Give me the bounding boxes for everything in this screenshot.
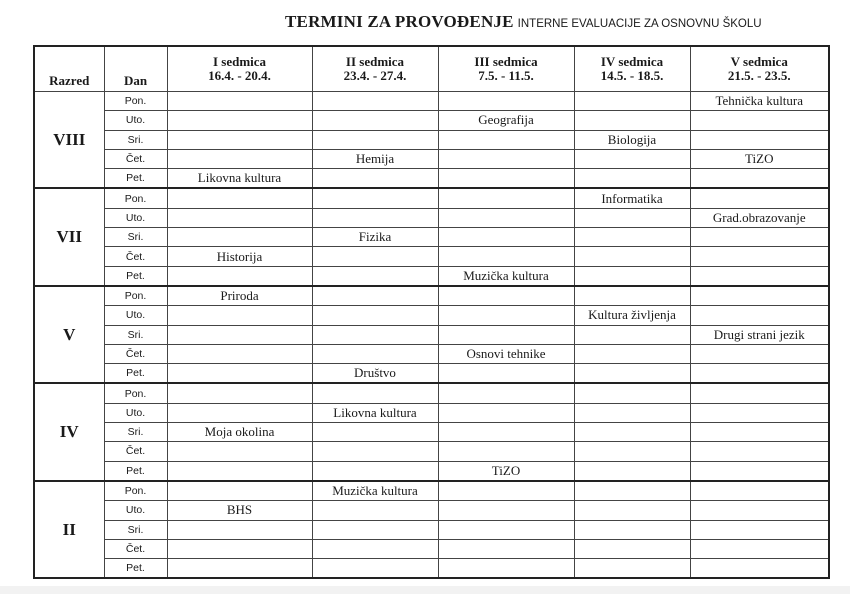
table-row [34, 364, 829, 384]
subject-cell [438, 169, 574, 189]
subject-cell [312, 286, 438, 306]
day-cell: Čet. [104, 539, 167, 558]
subject-cell [438, 228, 574, 247]
table-row [34, 481, 829, 501]
week-dates: 16.4. - 20.4. [208, 68, 271, 83]
table-row [34, 149, 829, 168]
subject-cell [438, 130, 574, 149]
subject-cell [167, 130, 312, 149]
day-cell: Uto. [104, 306, 167, 325]
day-cell: Uto. [104, 111, 167, 130]
subject-cell [312, 208, 438, 227]
subject-cell [574, 247, 690, 266]
week-name: IV sedmica [600, 54, 664, 69]
subject-cell [690, 344, 829, 363]
table-row [34, 266, 829, 286]
subject-cell [312, 266, 438, 286]
subject-cell [438, 539, 574, 558]
subject-cell [438, 149, 574, 168]
subject-cell [167, 539, 312, 558]
subject-cell [167, 92, 312, 111]
subject-cell [167, 325, 312, 344]
subject-cell [690, 266, 829, 286]
subject-cell [438, 481, 574, 501]
subject-cell [438, 403, 574, 422]
subject-cell [690, 111, 829, 130]
subject-cell: Biologija [574, 130, 690, 149]
subject-cell [690, 539, 829, 558]
subject-cell [690, 306, 829, 325]
subject-cell [312, 461, 438, 481]
subject-cell [167, 266, 312, 286]
subject-cell [690, 228, 829, 247]
subject-cell [167, 306, 312, 325]
subject-cell [574, 149, 690, 168]
schedule-table [33, 45, 830, 579]
week-dates: 7.5. - 11.5. [478, 68, 534, 83]
week-name: III sedmica [474, 54, 538, 69]
table-row [34, 247, 829, 266]
subject-cell [312, 130, 438, 149]
page-footer-strip [0, 586, 850, 594]
day-cell: Sri. [104, 228, 167, 247]
day-cell: Uto. [104, 501, 167, 520]
week-name: II sedmica [345, 54, 405, 69]
table-row [34, 208, 829, 227]
grade-cell: II [34, 481, 104, 578]
subject-cell [438, 188, 574, 208]
subject-cell [312, 539, 438, 558]
subject-cell: Fizika [312, 228, 438, 247]
subject-cell [167, 559, 312, 579]
subject-cell: Drugi strani jezik [690, 325, 829, 344]
day-cell: Pet. [104, 461, 167, 481]
subject-cell: Grad.obrazovanje [690, 208, 829, 227]
subject-cell: Muzička kultura [438, 266, 574, 286]
subject-cell [312, 306, 438, 325]
header-week-3 [438, 46, 574, 92]
table-row [34, 344, 829, 363]
subject-cell [167, 520, 312, 539]
table-row [34, 559, 829, 579]
subject-cell [574, 403, 690, 422]
week-name: I sedmica [212, 54, 267, 69]
subject-cell [312, 501, 438, 520]
subject-cell [690, 188, 829, 208]
subject-cell: Likovna kultura [312, 403, 438, 422]
title-main: TERMINI ZA PROVOĐENJE [285, 12, 514, 31]
day-cell: Čet. [104, 442, 167, 461]
day-cell: Uto. [104, 403, 167, 422]
subject-cell [574, 286, 690, 306]
subject-cell: Tehnička kultura [690, 92, 829, 111]
day-cell: Čet. [104, 149, 167, 168]
day-cell: Pet. [104, 169, 167, 189]
subject-cell [690, 461, 829, 481]
subject-cell: Kultura življenja [574, 306, 690, 325]
subject-cell [574, 169, 690, 189]
subject-cell: Osnovi tehnike [438, 344, 574, 363]
table-row [34, 111, 829, 130]
subject-cell: Moja okolina [167, 423, 312, 442]
table-row [34, 130, 829, 149]
subject-cell [690, 364, 829, 384]
table-row [34, 539, 829, 558]
subject-cell: TiZO [438, 461, 574, 481]
subject-cell [574, 208, 690, 227]
subject-cell [312, 442, 438, 461]
day-cell: Pet. [104, 364, 167, 384]
subject-cell [438, 325, 574, 344]
subject-cell [438, 383, 574, 403]
subject-cell [167, 481, 312, 501]
subject-cell [167, 364, 312, 384]
subject-cell: Hemija [312, 149, 438, 168]
header-week-1 [167, 46, 312, 92]
day-cell: Uto. [104, 208, 167, 227]
subject-cell [574, 481, 690, 501]
document-title [285, 12, 762, 32]
subject-cell [690, 442, 829, 461]
day-cell: Sri. [104, 520, 167, 539]
subject-cell [312, 169, 438, 189]
week-dates: 23.4. - 27.4. [343, 68, 407, 83]
header-row [34, 46, 829, 92]
header-razred: Razred [34, 46, 104, 92]
subject-cell: BHS [167, 501, 312, 520]
subject-cell [167, 442, 312, 461]
subject-cell [690, 130, 829, 149]
subject-cell [690, 520, 829, 539]
table-row [34, 442, 829, 461]
subject-cell [167, 344, 312, 363]
table-row [34, 169, 829, 189]
subject-cell [438, 442, 574, 461]
subject-cell [574, 364, 690, 384]
table-row [34, 461, 829, 481]
week-name: V sedmica [730, 54, 788, 69]
subject-cell [312, 325, 438, 344]
subject-cell [690, 559, 829, 579]
day-cell: Pon. [104, 286, 167, 306]
subject-cell [167, 403, 312, 422]
subject-cell [574, 383, 690, 403]
table-row [34, 403, 829, 422]
subject-cell [574, 501, 690, 520]
grade-cell: VIII [34, 92, 104, 189]
subject-cell [690, 481, 829, 501]
subject-cell [312, 92, 438, 111]
header-week-4 [574, 46, 690, 92]
subject-cell [574, 559, 690, 579]
table-row [34, 188, 829, 208]
table-row [34, 325, 829, 344]
subject-cell [312, 520, 438, 539]
header-week-2 [312, 46, 438, 92]
subject-cell: Geografija [438, 111, 574, 130]
subject-cell [438, 247, 574, 266]
subject-cell [690, 501, 829, 520]
subject-cell [438, 208, 574, 227]
day-cell: Pet. [104, 266, 167, 286]
subject-cell [438, 423, 574, 442]
subject-cell [574, 344, 690, 363]
grade-cell: V [34, 286, 104, 383]
subject-cell [574, 228, 690, 247]
table-row [34, 520, 829, 539]
subject-cell [438, 364, 574, 384]
day-cell: Pon. [104, 383, 167, 403]
subject-cell: Priroda [167, 286, 312, 306]
subject-cell: Likovna kultura [167, 169, 312, 189]
subject-cell [167, 188, 312, 208]
header-dan: Dan [104, 46, 167, 92]
subject-cell [690, 383, 829, 403]
subject-cell: TiZO [690, 149, 829, 168]
subject-cell [167, 149, 312, 168]
table-row [34, 306, 829, 325]
subject-cell [574, 266, 690, 286]
table-row [34, 92, 829, 111]
subject-cell [690, 169, 829, 189]
subject-cell [167, 383, 312, 403]
subject-cell [167, 111, 312, 130]
subject-cell [312, 188, 438, 208]
subject-cell [574, 539, 690, 558]
title-sub: INTERNE EVALUACIJE ZA OSNOVNU ŠKOLU [517, 18, 762, 30]
subject-cell [438, 501, 574, 520]
day-cell: Pon. [104, 481, 167, 501]
grade-cell: VII [34, 188, 104, 285]
grade-cell: IV [34, 383, 104, 480]
subject-cell: Informatika [574, 188, 690, 208]
subject-cell [312, 383, 438, 403]
subject-cell [574, 461, 690, 481]
table-row [34, 423, 829, 442]
table-row [34, 286, 829, 306]
subject-cell [574, 325, 690, 344]
subject-cell [438, 286, 574, 306]
subject-cell [690, 423, 829, 442]
table-row [34, 383, 829, 403]
subject-cell [438, 92, 574, 111]
subject-cell [312, 111, 438, 130]
subject-cell [574, 520, 690, 539]
header-week-5 [690, 46, 829, 92]
subject-cell [167, 208, 312, 227]
subject-cell [312, 559, 438, 579]
day-cell: Čet. [104, 247, 167, 266]
subject-cell [438, 520, 574, 539]
subject-cell: Muzička kultura [312, 481, 438, 501]
day-cell: Pon. [104, 92, 167, 111]
subject-cell: Historija [167, 247, 312, 266]
day-cell: Pon. [104, 188, 167, 208]
table-row [34, 228, 829, 247]
subject-cell [312, 423, 438, 442]
subject-cell [574, 111, 690, 130]
subject-cell: Društvo [312, 364, 438, 384]
subject-cell [690, 286, 829, 306]
subject-cell [438, 559, 574, 579]
subject-cell [312, 344, 438, 363]
subject-cell [690, 247, 829, 266]
subject-cell [574, 442, 690, 461]
subject-cell [574, 423, 690, 442]
subject-cell [690, 403, 829, 422]
subject-cell [438, 306, 574, 325]
day-cell: Pet. [104, 559, 167, 579]
subject-cell [574, 92, 690, 111]
day-cell: Sri. [104, 423, 167, 442]
subject-cell [312, 247, 438, 266]
day-cell: Sri. [104, 130, 167, 149]
subject-cell [167, 461, 312, 481]
day-cell: Sri. [104, 325, 167, 344]
table-row [34, 501, 829, 520]
day-cell: Čet. [104, 344, 167, 363]
week-dates: 14.5. - 18.5. [600, 68, 664, 83]
week-dates: 21.5. - 23.5. [727, 68, 791, 83]
subject-cell [167, 228, 312, 247]
